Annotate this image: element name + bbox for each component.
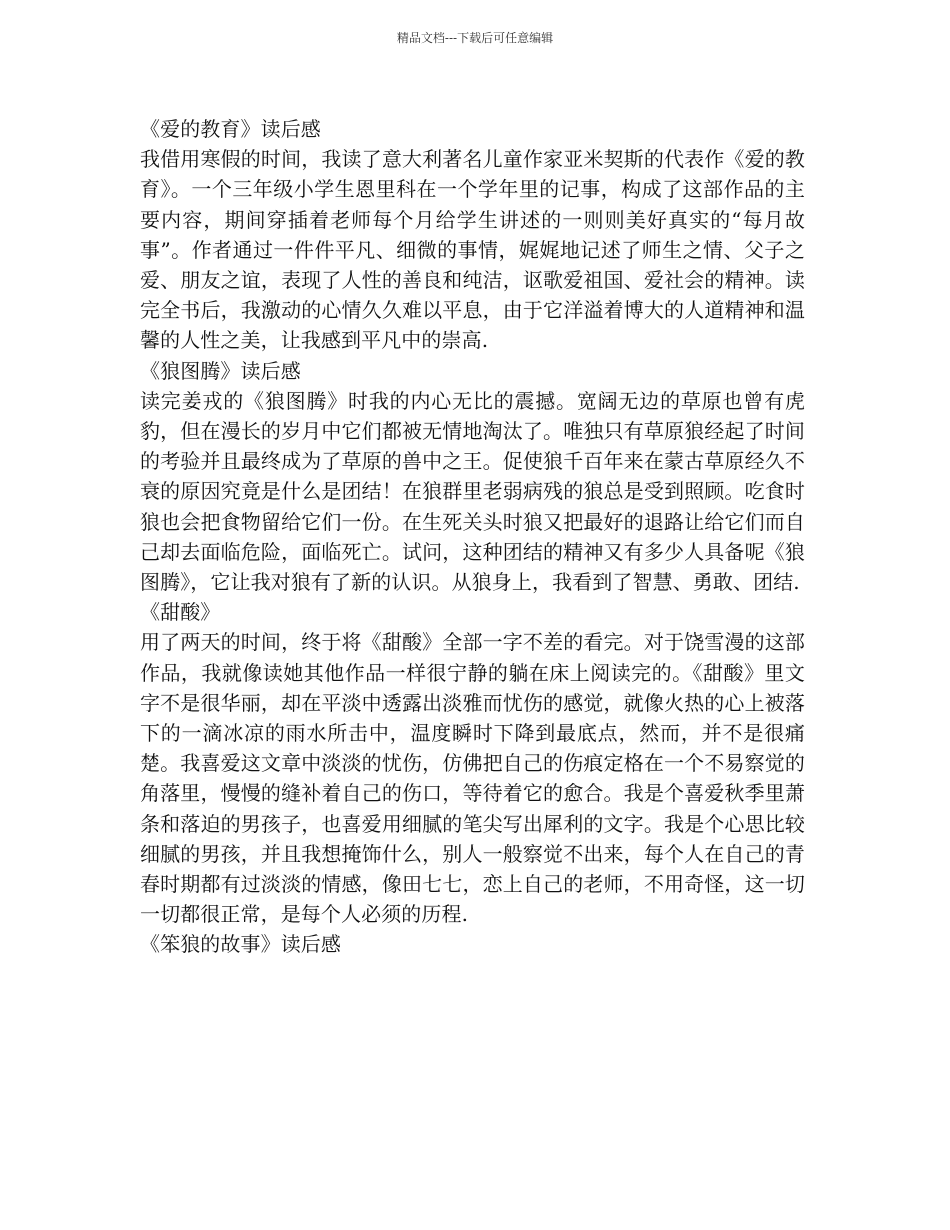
section-body-sweet-sour: 用了两天的时间，终于将《甜酸》全部一字不差的看完。对于饶雪漫的这部作品，我就像读她其他作品一样很宁静的躺在床上阅读完的。《甜酸》里文字不是很华丽，却在平淡中透露出淡雅而忧伤的感觉，就像火热的心上被落下的一滴冰凉的雨水所击中，温度瞬时下降到最底点，然而，并不是很痛楚。我喜爱这文章中淡淡的忧伤，仿佛把自己的伤痕定格在一个不易察觉的角落里，慢慢的缝补着自己的伤口，等待着它的愈合。我是个喜爱秋季里萧条和落迫的男孩子，也喜爱用细腻的笔尖写出犀利的文字。我是个心思比较细腻的男孩，并且我想掩饰什么，别人一般察觉不出来，每个人在自己的青春时期都有过淡淡的情感，像田七七，恋上自己的老师，不用奇怪，这一切一切都很正常，是每个人必须的历程. [140,630,805,927]
section-body-love-education: 我借用寒假的时间，我读了意大利著名儿童作家亚米契斯的代表作《爱的教育》。一个三年级小学生恩里科在一个学年里的记事，构成了这部作品的主要内容，期间穿插着老师每个月给学生讲述的一则则美好真实的“每月故事”。作者通过一件件平凡、细微的事情，娓娓地记述了师生之情、父子之爱、朋友之谊，表现了人性的善良和纯洁，讴歌爱祖国、爱社会的精神。读完全书后，我激动的心情久久难以平息，由于它洋溢着博大的人道精神和温馨的人性之美，让我感到平凡中的崇高. [140,147,805,353]
section-title-wolf-totem: 《狼图腾》读后感 [140,358,301,383]
section-title-love-education: 《爱的教育》读后感 [140,117,321,141]
section-title-sweet-sour: 《甜酸》 [140,600,221,625]
document-body [140,114,805,960]
section-title-clumsy-wolf: 《笨狼的故事》读后感 [140,932,341,957]
page-header: 精品文档---下载后可任意编辑 [396,31,554,45]
section-body-wolf-totem: 读完姜戎的《狼图腾》时我的内心无比的震撼。宽阔无边的草原也曾有虎豹，但在漫长的岁月中它们都被无情地淘汰了。唯独只有草原狼经起了时间的考验并且最终成为了草原的兽中之王。促使狼千百年来在蒙古草原经久不衰的原因究竟是什么是团结！在狼群里老弱病残的狼总是受到照顾。吃食时狼也会把食物留给它们一份。在生死关头时狼又把最好的退路让给它们而自己却去面临危险，面临死亡。试问，这种团结的精神又有多少人具备呢《狼图腾》，它让我对狼有了新的认识。从狼身上，我看到了智慧、勇敢、团结. [140,388,805,595]
